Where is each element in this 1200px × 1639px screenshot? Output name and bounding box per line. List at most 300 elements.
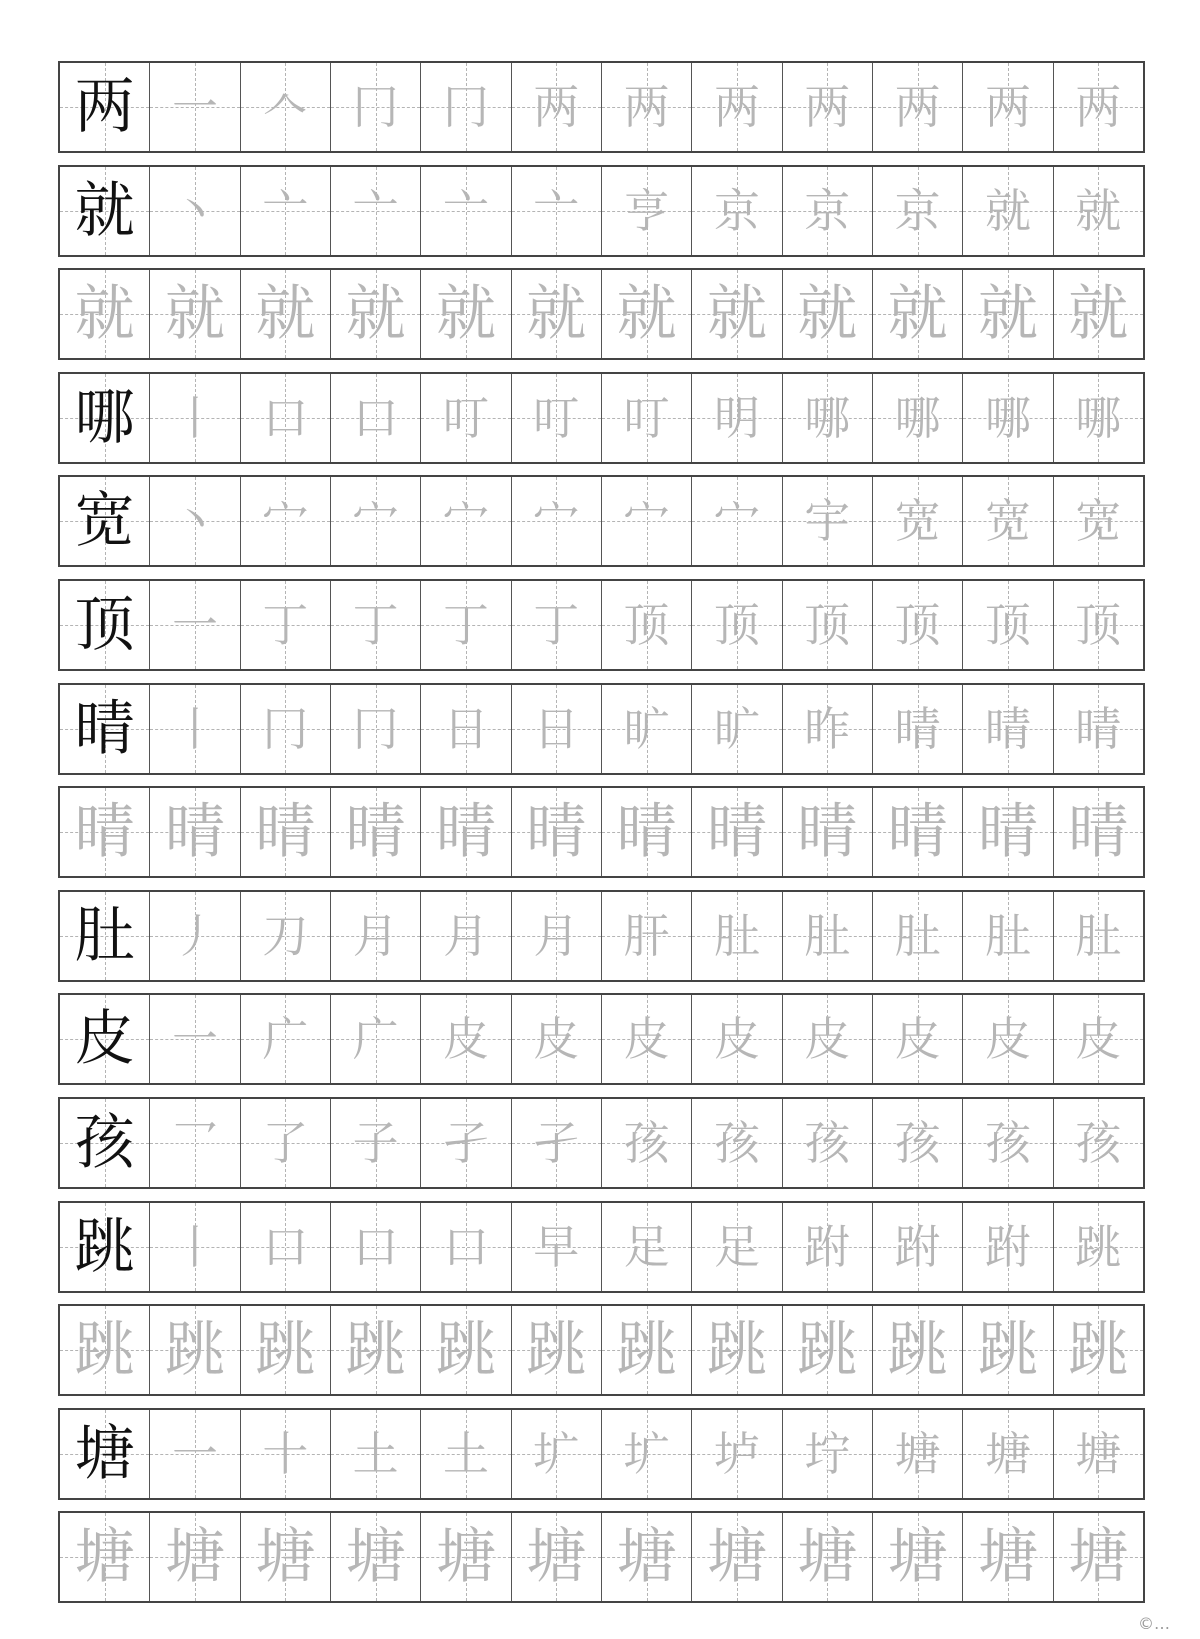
trace-character: 刀	[262, 908, 309, 963]
trace-character: 肚	[1075, 908, 1122, 963]
trace-character: 两	[984, 80, 1031, 134]
practice-row	[58, 1511, 1145, 1603]
practice-cell	[1054, 477, 1143, 565]
trace-character: 就	[345, 279, 406, 350]
trace-character: 塘	[797, 1522, 858, 1593]
trace-character: 两	[623, 80, 670, 134]
practice-cell	[1054, 1203, 1143, 1291]
practice-cell	[783, 63, 873, 151]
practice-cell	[150, 581, 240, 669]
trace-character: 月	[352, 908, 399, 963]
trace-character: 塘	[255, 1522, 316, 1593]
practice-cell	[783, 685, 873, 773]
trace-character: 口	[442, 1219, 489, 1274]
practice-cell	[331, 1306, 421, 1394]
trace-character: 晴	[977, 797, 1038, 868]
watermark: ©…	[1138, 1614, 1170, 1633]
trace-character: 叮	[623, 390, 670, 445]
trace-character: 塘	[74, 1522, 135, 1593]
practice-cell	[692, 995, 782, 1083]
trace-character: 丁	[442, 597, 489, 652]
trace-character: 日	[442, 701, 489, 756]
practice-cell	[1054, 995, 1143, 1083]
trace-character: 足	[623, 1219, 670, 1274]
trace-character: 亨	[623, 183, 670, 238]
model-character-cell	[60, 1203, 150, 1291]
practice-cell	[783, 270, 873, 358]
trace-character: 跳	[616, 1315, 677, 1386]
practice-cell	[421, 167, 511, 255]
trace-character: 足	[713, 1219, 760, 1274]
trace-character: 塘	[616, 1522, 677, 1593]
practice-cell	[873, 63, 963, 151]
practice-cell	[331, 477, 421, 565]
model-character-cell	[60, 1306, 150, 1394]
practice-cell	[783, 1513, 873, 1601]
practice-row	[58, 890, 1145, 982]
practice-cell	[692, 477, 782, 565]
practice-cell	[331, 788, 421, 876]
practice-cell	[241, 477, 331, 565]
trace-character: 就	[74, 279, 135, 350]
model-character-cell	[60, 581, 150, 669]
practice-cell	[512, 1306, 602, 1394]
practice-cell	[421, 788, 511, 876]
trace-character: 丶	[171, 183, 218, 238]
practice-cell	[602, 1410, 692, 1498]
trace-character: 跳	[797, 1315, 858, 1386]
trace-character: 肚	[894, 908, 941, 963]
practice-cell	[1054, 685, 1143, 773]
practice-cell	[512, 788, 602, 876]
practice-cell	[421, 892, 511, 980]
model-character: 跳	[74, 1211, 135, 1282]
practice-cell	[150, 1306, 240, 1394]
trace-character: 塘	[345, 1522, 406, 1593]
trace-character: 土	[442, 1426, 489, 1481]
practice-cell	[963, 995, 1053, 1083]
practice-row	[58, 1097, 1145, 1189]
practice-cell	[963, 1513, 1053, 1601]
trace-character: 塘	[894, 1426, 941, 1481]
trace-character: 塘	[164, 1522, 225, 1593]
trace-character: 京	[804, 183, 851, 238]
trace-character: 顶	[984, 597, 1031, 652]
trace-character: 圹	[533, 1426, 580, 1481]
practice-cell	[692, 1306, 782, 1394]
trace-character: 十	[262, 1426, 309, 1481]
trace-character: 了	[262, 1115, 309, 1170]
trace-character: 冂	[442, 80, 489, 134]
trace-character: 两	[713, 80, 760, 134]
trace-character: 晴	[164, 797, 225, 868]
trace-character: 晴	[797, 797, 858, 868]
practice-cell	[783, 477, 873, 565]
trace-character: 就	[887, 279, 948, 350]
trace-character: 哪	[1075, 390, 1122, 445]
practice-cell	[1054, 581, 1143, 669]
trace-character: 皮	[894, 1012, 941, 1067]
trace-character: 宀	[533, 494, 580, 549]
trace-character: 乛	[171, 1115, 218, 1170]
trace-character: 口	[352, 390, 399, 445]
practice-cell	[512, 1203, 602, 1291]
practice-cell	[963, 1306, 1053, 1394]
practice-cell	[783, 1410, 873, 1498]
trace-character: 宀	[352, 494, 399, 549]
trace-character: 顶	[804, 597, 851, 652]
practice-cell	[692, 63, 782, 151]
practice-cell	[331, 1099, 421, 1187]
practice-cell	[1054, 892, 1143, 980]
practice-cell	[692, 270, 782, 358]
practice-cell	[331, 581, 421, 669]
practice-cell	[692, 374, 782, 462]
trace-character: 子	[352, 1115, 399, 1170]
trace-character: 广	[352, 1012, 399, 1067]
practice-cell	[602, 892, 692, 980]
practice-cell	[421, 270, 511, 358]
trace-character: 丨	[171, 701, 218, 756]
trace-character: 宀	[442, 494, 489, 549]
trace-character: 肝	[623, 908, 670, 963]
practice-cell	[602, 374, 692, 462]
trace-character: 就	[164, 279, 225, 350]
trace-character: 塘	[887, 1522, 948, 1593]
trace-character: 丁	[352, 597, 399, 652]
trace-character: 晴	[1075, 701, 1122, 756]
practice-cell	[692, 1410, 782, 1498]
trace-character: 晴	[74, 797, 135, 868]
trace-character: 两	[894, 80, 941, 134]
trace-character: 一	[171, 597, 218, 652]
trace-character: 皮	[442, 1012, 489, 1067]
trace-character: 坾	[804, 1426, 851, 1481]
trace-character: 日	[533, 701, 580, 756]
practice-cell	[602, 167, 692, 255]
practice-cell	[241, 581, 331, 669]
practice-cell	[692, 685, 782, 773]
trace-character: 就	[1075, 183, 1122, 238]
trace-character: 就	[255, 279, 316, 350]
trace-character: 就	[1068, 279, 1129, 350]
trace-character: 跳	[255, 1315, 316, 1386]
practice-cell	[783, 1306, 873, 1394]
practice-cell	[421, 1513, 511, 1601]
practice-cell	[512, 63, 602, 151]
practice-cell	[512, 1410, 602, 1498]
practice-cell	[873, 167, 963, 255]
practice-cell	[241, 63, 331, 151]
trace-character: 叮	[442, 390, 489, 445]
practice-cell	[783, 167, 873, 255]
practice-cell	[873, 1513, 963, 1601]
trace-character: 皮	[804, 1012, 851, 1067]
practice-cell	[783, 995, 873, 1083]
practice-cell	[241, 1410, 331, 1498]
trace-character: 丶	[171, 494, 218, 549]
practice-cell	[512, 1513, 602, 1601]
trace-character: 孩	[1075, 1115, 1122, 1170]
trace-character: 就	[984, 183, 1031, 238]
model-character: 两	[74, 72, 135, 142]
practice-cell	[331, 995, 421, 1083]
practice-cell	[150, 1513, 240, 1601]
trace-character: 冂	[262, 701, 309, 756]
trace-character: 晴	[887, 797, 948, 868]
practice-cell	[150, 788, 240, 876]
trace-character: 哪	[804, 390, 851, 445]
trace-character: 宽	[894, 494, 941, 549]
trace-character: 丨	[171, 1219, 218, 1274]
practice-cell	[783, 581, 873, 669]
trace-character: 孑	[442, 1115, 489, 1170]
trace-character: 明	[713, 390, 760, 445]
practice-cell	[602, 1513, 692, 1601]
practice-cell	[963, 1410, 1053, 1498]
practice-cell	[783, 1099, 873, 1187]
trace-character: 皮	[1075, 1012, 1122, 1067]
trace-character: 丿	[171, 908, 218, 963]
practice-cell	[1054, 788, 1143, 876]
practice-row	[58, 683, 1145, 775]
practice-cell	[602, 788, 692, 876]
practice-cell	[963, 788, 1053, 876]
trace-character: 塘	[984, 1426, 1031, 1481]
trace-character: 一	[171, 1426, 218, 1481]
practice-cell	[421, 374, 511, 462]
practice-row	[58, 993, 1145, 1085]
practice-cell	[873, 1410, 963, 1498]
trace-character: 京	[894, 183, 941, 238]
trace-character: 就	[526, 279, 587, 350]
practice-cell	[602, 477, 692, 565]
trace-character: 孩	[984, 1115, 1031, 1170]
practice-cell	[783, 374, 873, 462]
trace-character: 宇	[804, 494, 851, 549]
practice-cell	[692, 788, 782, 876]
trace-character: 冂	[352, 80, 399, 134]
practice-row	[58, 268, 1145, 360]
practice-cell	[331, 374, 421, 462]
trace-character: 顶	[713, 597, 760, 652]
practice-cell	[512, 995, 602, 1083]
trace-character: 哪	[984, 390, 1031, 445]
trace-character: 顶	[1075, 597, 1122, 652]
practice-cell	[421, 995, 511, 1083]
practice-cell	[1054, 167, 1143, 255]
model-character: 哪	[74, 382, 135, 453]
practice-cell	[873, 1306, 963, 1394]
practice-cell	[331, 1513, 421, 1601]
trace-character: 跳	[977, 1315, 1038, 1386]
practice-cell	[873, 270, 963, 358]
practice-row	[58, 579, 1145, 671]
trace-character: 两	[804, 80, 851, 134]
practice-cell	[241, 788, 331, 876]
model-character-cell	[60, 995, 150, 1083]
trace-character: 叮	[533, 390, 580, 445]
practice-row	[58, 1304, 1145, 1396]
trace-character: 塘	[526, 1522, 587, 1593]
trace-character: 亠	[533, 183, 580, 238]
practice-cell	[241, 995, 331, 1083]
practice-cell	[963, 270, 1053, 358]
practice-cell	[602, 995, 692, 1083]
practice-cell	[241, 1306, 331, 1394]
trace-character: 肚	[984, 908, 1031, 963]
trace-character: 顶	[894, 597, 941, 652]
trace-character: 晴	[706, 797, 767, 868]
trace-character: 跳	[164, 1315, 225, 1386]
trace-character: 两	[533, 80, 580, 134]
practice-cell	[602, 270, 692, 358]
trace-character: 亠	[352, 183, 399, 238]
practice-cell	[783, 1203, 873, 1291]
practice-cell	[963, 892, 1053, 980]
practice-row	[58, 372, 1145, 464]
practice-row	[58, 786, 1145, 878]
practice-cell	[602, 1203, 692, 1291]
practice-cell	[421, 1306, 511, 1394]
model-character-cell	[60, 1099, 150, 1187]
trace-character: 跳	[1075, 1219, 1122, 1274]
practice-row	[58, 1408, 1145, 1500]
model-character-cell	[60, 167, 150, 255]
trace-character: 塘	[977, 1522, 1038, 1593]
trace-character: 塘	[706, 1522, 767, 1593]
trace-character: 孑	[533, 1115, 580, 1170]
trace-character: 孩	[894, 1115, 941, 1170]
trace-character: 晴	[616, 797, 677, 868]
model-character-cell	[60, 685, 150, 773]
trace-character: 跳	[1068, 1315, 1129, 1386]
practice-cell	[963, 63, 1053, 151]
trace-character: 晴	[1068, 797, 1129, 868]
trace-character: 肚	[713, 908, 760, 963]
practice-cell	[873, 685, 963, 773]
trace-character: 就	[706, 279, 767, 350]
practice-cell	[873, 374, 963, 462]
practice-cell	[963, 685, 1053, 773]
practice-row	[58, 61, 1145, 153]
trace-character: 亠	[442, 183, 489, 238]
trace-character: 晴	[894, 701, 941, 756]
trace-character: 就	[435, 279, 496, 350]
practice-cell	[692, 581, 782, 669]
practice-cell	[692, 892, 782, 980]
practice-row	[58, 475, 1145, 567]
trace-character: 宽	[1075, 494, 1122, 549]
trace-character: 旷	[623, 701, 670, 756]
trace-character: 口	[262, 1219, 309, 1274]
trace-character: 一	[171, 80, 218, 134]
practice-cell	[873, 892, 963, 980]
model-character-cell	[60, 1513, 150, 1601]
practice-cell	[1054, 63, 1143, 151]
model-character-cell	[60, 63, 150, 151]
trace-character: 跳	[887, 1315, 948, 1386]
model-character: 皮	[74, 1004, 135, 1075]
trace-character: 跳	[706, 1315, 767, 1386]
practice-cell	[331, 270, 421, 358]
model-character-cell	[60, 788, 150, 876]
practice-cell	[512, 581, 602, 669]
trace-character: 丁	[533, 597, 580, 652]
trace-character: 就	[977, 279, 1038, 350]
trace-character: 昨	[804, 701, 851, 756]
practice-cell	[1054, 1513, 1143, 1601]
trace-character: 两	[1075, 80, 1122, 134]
practice-cell	[602, 581, 692, 669]
practice-cell	[512, 167, 602, 255]
trace-character: 晴	[984, 701, 1031, 756]
model-character-cell	[60, 270, 150, 358]
trace-character: 跳	[435, 1315, 496, 1386]
practice-cell	[602, 63, 692, 151]
trace-character: 顶	[623, 597, 670, 652]
practice-cell	[150, 63, 240, 151]
practice-cell	[331, 1203, 421, 1291]
trace-character: 皮	[713, 1012, 760, 1067]
practice-cell	[421, 1203, 511, 1291]
trace-character: 皮	[984, 1012, 1031, 1067]
practice-cell	[873, 477, 963, 565]
practice-cell	[150, 374, 240, 462]
model-character: 孩	[74, 1107, 135, 1178]
practice-cell	[421, 685, 511, 773]
practice-cell	[963, 477, 1053, 565]
trace-character: 跳	[74, 1315, 135, 1386]
practice-cell	[421, 1410, 511, 1498]
trace-character: 宀	[623, 494, 670, 549]
practice-cell	[512, 374, 602, 462]
practice-cell	[150, 477, 240, 565]
trace-character: 晴	[345, 797, 406, 868]
practice-cell	[512, 477, 602, 565]
trace-character: 口	[352, 1219, 399, 1274]
practice-cell	[421, 477, 511, 565]
trace-character: 塘	[435, 1522, 496, 1593]
trace-character: 肚	[804, 908, 851, 963]
practice-cell	[241, 1099, 331, 1187]
practice-cell	[963, 167, 1053, 255]
practice-cell	[241, 892, 331, 980]
practice-cell	[421, 1099, 511, 1187]
trace-character: 月	[533, 908, 580, 963]
practice-cell	[331, 63, 421, 151]
trace-character: 孩	[804, 1115, 851, 1170]
trace-character: 晴	[255, 797, 316, 868]
trace-character: 垆	[713, 1426, 760, 1481]
practice-cell	[963, 1099, 1053, 1187]
practice-cell	[150, 685, 240, 773]
model-character-cell	[60, 892, 150, 980]
trace-character: 就	[616, 279, 677, 350]
practice-cell	[873, 788, 963, 876]
practice-cell	[602, 1099, 692, 1187]
trace-character: 广	[262, 1012, 309, 1067]
trace-character: 丨	[171, 390, 218, 445]
trace-character: 塘	[1075, 1426, 1122, 1481]
practice-cell	[331, 1410, 421, 1498]
practice-cell	[692, 1099, 782, 1187]
writing-practice-sheet	[58, 61, 1145, 1615]
trace-character: 就	[797, 279, 858, 350]
trace-character: 一	[171, 1012, 218, 1067]
practice-cell	[150, 270, 240, 358]
trace-character: 塘	[1068, 1522, 1129, 1593]
